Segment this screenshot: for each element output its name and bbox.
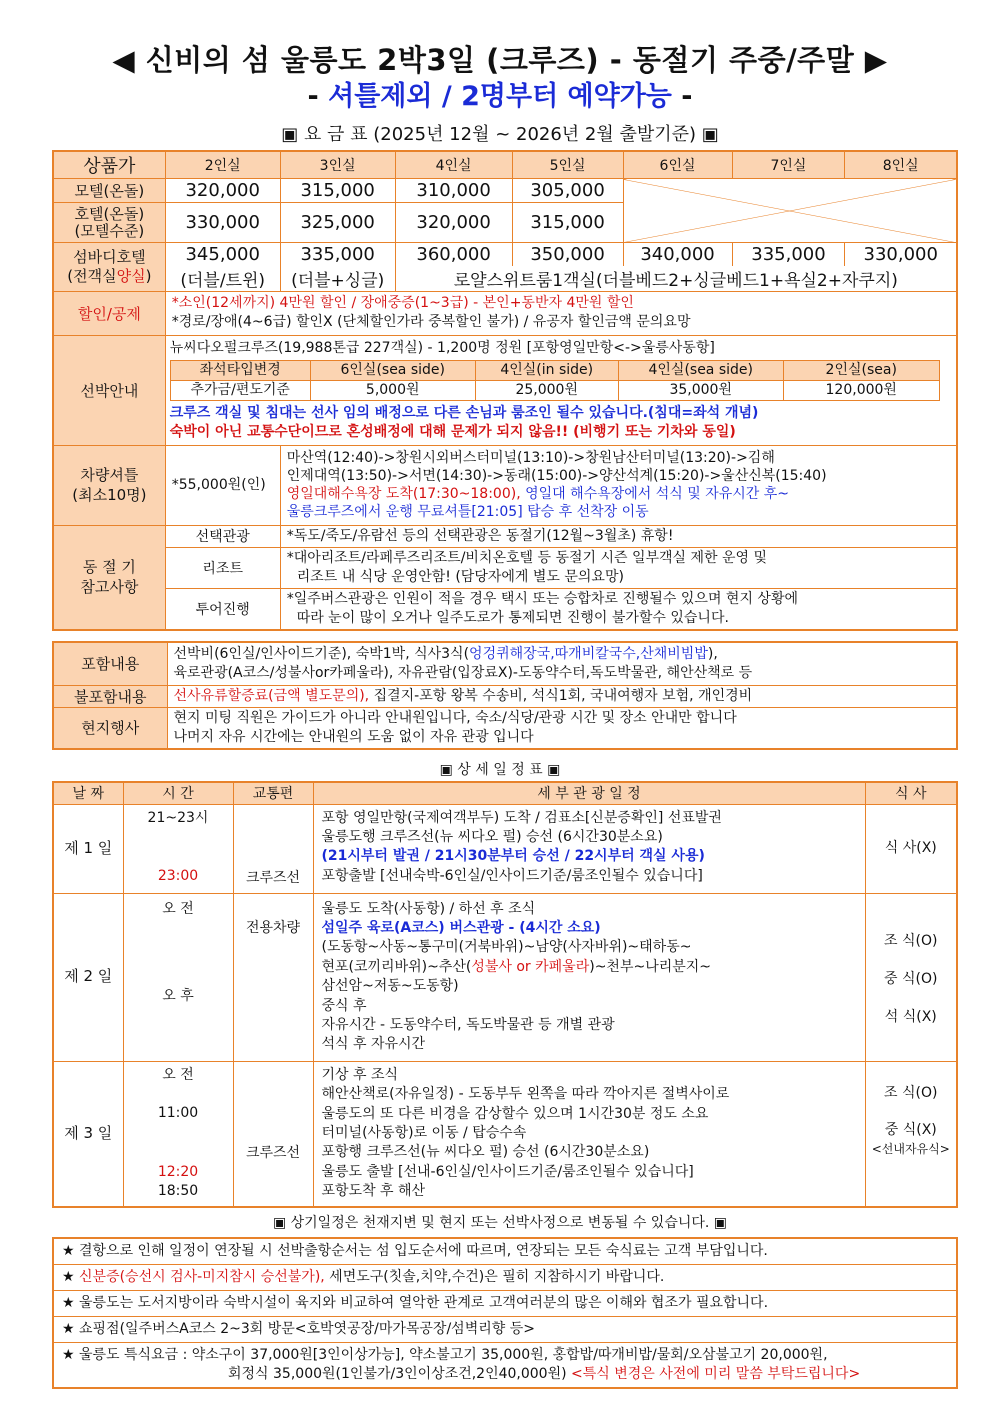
col-header-5: 5인실 <box>512 151 623 179</box>
schedule-table <box>52 781 958 1208</box>
day-3-meal-3: <선내자유식> <box>871 1141 950 1156</box>
price-cell: 335,000 <box>732 243 845 266</box>
seat-value: 추가금/편도기준 <box>170 380 310 400</box>
day-2-details <box>313 893 865 1061</box>
ship-note-2: 숙박이 아닌 교통수단이므로 혼성배정에 대해 문제가 되지 않음!! (비행기 또는 기차와 동일) <box>169 423 736 440</box>
page-subtitle <box>0 74 1000 113</box>
subtitle-main: 셔틀제외 / 2명부터 예약가능 <box>328 81 672 112</box>
winter-tour-label: 선택관광 <box>165 525 280 547</box>
schedule-header-details: 세 부 관 광 일 정 <box>313 782 865 804</box>
notes-table <box>52 1237 958 1389</box>
row-label-motel: 모텔(온돌) <box>53 179 165 203</box>
day-2-meal-1: 조 식(O) <box>884 932 938 949</box>
seat-header: 4인실(sea side) <box>618 360 783 380</box>
price-cell: 315,000 <box>280 179 395 203</box>
day-3-line-4: 터미널(사동항)로 이동 / 탑승수속 <box>321 1124 527 1141</box>
day-1-time-2: 23:00 <box>157 867 199 884</box>
day-3-line-2: 해안산책로(자유일정) - 도동부두 왼쪽을 따라 깍아지른 절벽사이로 <box>321 1086 730 1103</box>
day-1-line-1: 포항 영일만항(국제여객부두) 도착 / 검표소[신분증확인] 선표발권 <box>321 809 722 826</box>
excludes-text <box>167 685 957 707</box>
note-2-star: ★ <box>62 1269 80 1285</box>
price-cell: 350,000 <box>512 243 623 266</box>
day-1-time-1: 21~23시 <box>147 809 209 826</box>
winter-resort-line-2: 리조트 내 식당 운영안함! (담당자에게 별도 문의요망) <box>296 568 624 585</box>
day-2-line-2: 섬일주 육로(A코스) 버스관광 - (4시간 소요) <box>321 919 601 936</box>
note-2-rest: 세면도구(칫솔,치약,수건)은 필히 지참하시기 바랍니다. <box>324 1269 665 1285</box>
price-cell: 320,000 <box>395 203 512 243</box>
schedule-heading: ▣ 상 세 일 정 표 ▣ <box>439 762 561 778</box>
includes-line-1c: ), <box>707 645 718 662</box>
winter-label-1: 동 절 기 <box>82 558 136 577</box>
price-cell: 315,000 <box>512 203 623 243</box>
day-2-line-3: (도동항~사동~통구미(거북바위)~남양(사자바위)~태하동~ <box>321 939 692 956</box>
schedule-header-meal: 식 사 <box>865 782 957 804</box>
shuttle-label-2: (최소10명) <box>72 486 147 504</box>
sambadi-label-1: 섬바디호텔 <box>73 247 146 266</box>
note-5-request: <특식 변경은 사전에 미리 말씀 부탁드립니다> <box>571 1366 861 1382</box>
includes-meals: 엉겅퀴해장국,따개비칼국수,산채비빔밥 <box>469 645 708 662</box>
winter-resort-label: 리조트 <box>165 547 280 588</box>
ship-info <box>165 335 957 445</box>
shuttle-route-2: 인제대역(13:50)->서면(14:30)->동래(15:00)->양산석계(15:20)->울산신복(15:40) <box>286 468 827 484</box>
royal-suite-note: 로얄스위트룸1객실(더블베드2+싱글베드1+욕실2+자쿠지) <box>395 266 957 292</box>
winter-tour2-label: 투어진행 <box>165 588 280 630</box>
day-1-meal: 식 사(X) <box>865 804 957 893</box>
shuttle-route <box>280 445 957 525</box>
note-1: ★ 결항으로 인해 일정이 연장될 시 선박출항순서는 섬 입도순서에 따르며, 연장되는 모든 숙식료는 고객 부담입니다. <box>53 1238 957 1265</box>
day-2-meal <box>865 893 957 1061</box>
price-cell: 335,000 <box>280 243 395 266</box>
row-label-winter <box>53 525 165 630</box>
day-2-line-8: 석식 후 자유시간 <box>321 1036 426 1053</box>
col-header-7: 7인실 <box>732 151 845 179</box>
col-header-6: 6인실 <box>623 151 732 179</box>
price-cell: 340,000 <box>623 243 732 266</box>
winter-tour-text: *독도/죽도/유람선 등의 선택관광은 동절기(12월~3월초) 휴항! <box>280 525 957 547</box>
note-5-line-2: 회정식 35,000원(1인불가/3인이상조건,2인40,000원) <box>228 1366 572 1382</box>
price-cell: 320,000 <box>165 179 280 203</box>
shuttle-route-1: 마산역(12:40)->창원시외버스터미널(13:10)->창원남산터미널(13:20)->김해 <box>286 450 775 466</box>
excludes-label: 불포함내용 <box>53 685 167 707</box>
day-3-line-3: 울릉도의 또 다른 비경을 감상할수 있으며 1시간30분 정도 소요 <box>321 1105 709 1122</box>
day-2-label: 제 2 일 <box>53 893 123 1061</box>
col-header-4: 4인실 <box>395 151 512 179</box>
seat-header: 4인실(in side) <box>475 360 618 380</box>
winter-tour2-line-2: 따라 눈이 많이 오거나 일주도로가 통제되면 진행이 불가할수 있습니다. <box>296 609 729 626</box>
day-3-meal <box>865 1061 957 1207</box>
subtitle-dash-left: - <box>307 81 329 112</box>
local-line-1: 현지 미팅 직원은 가이드가 아니라 안내원입니다, 숙소/식당/관광 시간 및 장소 안내만 합니다 <box>173 709 737 726</box>
day-2-transport: 전용차량 <box>233 893 313 1061</box>
includes-line-1a: 선박비(6인실/인사이드기준), 숙박1박, 식사3식( <box>173 645 470 662</box>
seat-value: 120,000원 <box>783 380 939 400</box>
discount-line-2: *경로/장애(4~6급) 할인X (단체할인가라 중복할인 불가) / 유공자 할인금액 문의요망 <box>171 314 691 330</box>
price-cell: 310,000 <box>395 179 512 203</box>
shuttle-price: *55,000원(인) <box>165 445 280 525</box>
day-2-line-4c: )~천부~나리분지~ <box>589 958 712 975</box>
shuttle-label-1: 차량셔틀 <box>80 466 139 484</box>
day-2-meal-3: 석 식(X) <box>884 1008 937 1025</box>
day-3-meal-2: 중 식(X) <box>884 1122 937 1139</box>
day-3-line-6: 울릉도 출발 [선내-6인실/인사이드기준/룸조인될수 있습니다] <box>321 1163 694 1180</box>
hotel-label-1: 호텔(온돌) <box>74 204 145 223</box>
day-3-transport: 크루즈선 <box>233 1061 313 1207</box>
day-1-transport: 크루즈선 <box>233 804 313 893</box>
day-2-time <box>123 893 233 1061</box>
rate-table <box>52 150 958 631</box>
shuttle-dinner: 영일대 해수욕장에서 석식 및 자유시간 후~ <box>520 486 789 502</box>
discount-line-1: *소인(12세까지) 4만원 할인 / 장애중증(1~3급) - 본인+동반자 4만원 할인 <box>171 295 634 311</box>
col-header-8: 8인실 <box>845 151 957 179</box>
includes-label: 포함내용 <box>53 642 167 685</box>
excludes-fuel: 선사유류할증료(금액 별도문의), <box>173 687 370 704</box>
room-type-note: (더블+싱글) <box>280 266 395 292</box>
note-5 <box>53 1343 957 1389</box>
seat-header: 2인실(sea) <box>783 360 939 380</box>
sambadi-label-2b: 양실 <box>116 266 146 285</box>
room-type-note: (더블/트윈) <box>165 266 280 292</box>
price-cell: 325,000 <box>280 203 395 243</box>
day-3-details <box>313 1061 865 1207</box>
row-label-ship: 선박안내 <box>53 335 165 445</box>
subtitle-dash-right: - <box>671 81 693 112</box>
day-1-label: 제 1 일 <box>53 804 123 893</box>
day-3-time-1: 오 전 <box>162 1066 194 1083</box>
winter-resort-text <box>280 547 957 588</box>
col-header-product: 상품가 <box>53 151 165 179</box>
includes-line-2: 육로관광(A코스/성불사or카페울라), 자유관람(입장료X)-도동약수터,독도박물관, 해안산책로 등 <box>173 664 753 681</box>
note-3: ★ 울릉도는 도서지방이라 숙박시설이 육지와 비교하여 열악한 관계로 고객여러분의 많은 이해와 협조가 필요합니다. <box>53 1291 957 1317</box>
note-4: ★ 쇼핑점(일주버스A코스 2~3회 방문<호박엿공장/마가목공장/섬벽리향 등> <box>53 1317 957 1343</box>
ship-line-1: 뉴씨다오펄크루즈(19,988톤급 227객실) - 1,200명 정원 [포항영일만항<->울릉사동항] <box>169 339 715 356</box>
winter-label-2: 참고사항 <box>80 578 139 597</box>
winter-resort-line-1: *대아리조트/라페루즈리조트/비치온호텔 등 동절기 시즌 일부객실 제한 운영 및 <box>286 549 768 566</box>
day-2-line-7: 자유시간 - 도동약수터, 독도박물관 등 개별 관광 <box>321 1016 615 1033</box>
sambadi-label-2c: ) <box>145 266 152 285</box>
day-3-line-5: 포항행 크루즈선(뉴 씨다오 펄) 승선 (6시간30분소요) <box>321 1144 650 1161</box>
price-cell: 330,000 <box>165 203 280 243</box>
day-3-time-2: 11:00 <box>157 1105 199 1122</box>
local-text <box>167 707 957 749</box>
winter-tour2-line-1: *일주버스관광은 인원이 적을 경우 택시 또는 승합차로 진행될수 있으며 현지 상황에 <box>286 590 799 607</box>
price-cell: 305,000 <box>512 179 623 203</box>
day-2-line-6: 중식 후 <box>321 997 367 1014</box>
schedule-footnote: ▣ 상기일정은 천재지변 및 현지 또는 선박사정으로 변동될 수 있습니다. ▣ <box>272 1215 728 1231</box>
schedule-header-time: 시 간 <box>123 782 233 804</box>
day-1-time <box>123 804 233 893</box>
day-3-line-1: 기상 후 조식 <box>321 1066 399 1083</box>
note-2-id: 신분증(승선시 검사-미지참시 승선불가), <box>79 1269 325 1285</box>
seat-value: 35,000원 <box>618 380 783 400</box>
day-3-time-3: 12:20 <box>157 1163 199 1180</box>
discount-info <box>165 291 957 335</box>
winter-tour2-text <box>280 588 957 630</box>
local-label: 현지행사 <box>53 707 167 749</box>
note-2 <box>53 1265 957 1291</box>
sambadi-label-2a: (전객실 <box>67 266 117 285</box>
day-2-line-5: 삼선암~저동~도동항) <box>321 978 459 995</box>
page-title: ◀ 신비의 섬 울릉도 2박3일 (크루즈) - 동절기 주중/주말 ▶ <box>112 43 888 77</box>
day-1-line-4: 포항출발 [선내숙박-6인실/인사이드기준/룸조인될수 있습니다] <box>321 867 703 884</box>
not-available-cell <box>623 179 957 243</box>
price-cell: 360,000 <box>395 243 512 266</box>
row-label-hotel <box>53 203 165 243</box>
seat-value: 25,000원 <box>475 380 618 400</box>
seat-header: 6인실(sea side) <box>310 360 475 380</box>
note-5-line-1: ★ 울릉도 특식요금 : 약소구이 37,000원[3인이상가능], 약소불고기 35,000원, 홍합밥/따개비밥/물회/오삼불고기 20,000원, <box>62 1347 828 1363</box>
day-2-line-1: 울릉도 도착(사동항) / 하선 후 조식 <box>321 900 536 917</box>
price-cell: 345,000 <box>165 243 280 266</box>
includes-table <box>52 641 958 750</box>
day-2-time-1: 오 전 <box>162 900 194 917</box>
col-header-2: 2인실 <box>165 151 280 179</box>
day-1-line-2: 울릉도행 크루즈선(뉴 씨다오 펄) 승선 (6시간30분소요) <box>321 828 663 845</box>
day-2-line-4a: 현포(코끼리바위)~추산( <box>321 958 472 975</box>
seat-type-table <box>170 360 940 401</box>
ship-note-1: 크루즈 객실 및 침대는 선사 임의 배정으로 다른 손님과 룸조인 될수 있습니다.(침대=좌석 개념) <box>169 404 759 421</box>
day-1-details <box>313 804 865 893</box>
rate-table-heading: ▣ 요 금 표 (2025년 12월 ~ 2026년 2월 출발기준) ▣ <box>281 124 719 145</box>
schedule-header-date: 날 짜 <box>53 782 123 804</box>
day-3-meal-1: 조 식(O) <box>884 1084 938 1101</box>
day-3-time <box>123 1061 233 1207</box>
day-2-line-4b: 성불사 or 카페울라 <box>471 958 590 975</box>
day-3-time-4: 18:50 <box>157 1182 199 1199</box>
shuttle-arrival: 영일대해수욕장 도착(17:30~18:00), <box>286 486 521 502</box>
row-label-discount: 할인/공제 <box>53 291 165 335</box>
day-3-label: 제 3 일 <box>53 1061 123 1207</box>
includes-text <box>167 642 957 685</box>
schedule-header-transport: 교통편 <box>233 782 313 804</box>
price-cell: 330,000 <box>845 243 957 266</box>
day-3-line-7: 포항도착 후 해산 <box>321 1183 426 1200</box>
seat-value: 5,000원 <box>310 380 475 400</box>
row-label-shuttle <box>53 445 165 525</box>
local-line-2: 나머지 자유 시간에는 안내원의 도움 없이 자유 관광 입니다 <box>173 728 534 745</box>
shuttle-free-bus: 울릉크루즈에서 운행 무료셔틀[21:05] 탑승 후 선착장 이동 <box>286 504 649 520</box>
row-label-sambadi <box>53 243 165 292</box>
day-1-line-3: (21시부터 발권 / 21시30분부터 승선 / 22시부터 객실 사용) <box>321 848 705 865</box>
excludes-rest: 집결지-포항 왕복 수송비, 석식1회, 국내여행자 보험, 개인경비 <box>369 687 753 704</box>
hotel-label-2: (모텔수준) <box>74 221 145 240</box>
seat-header: 좌석타입변경 <box>170 360 310 380</box>
day-2-time-2: 오 후 <box>162 987 194 1004</box>
col-header-3: 3인실 <box>280 151 395 179</box>
day-2-meal-2: 중 식(O) <box>884 970 938 987</box>
